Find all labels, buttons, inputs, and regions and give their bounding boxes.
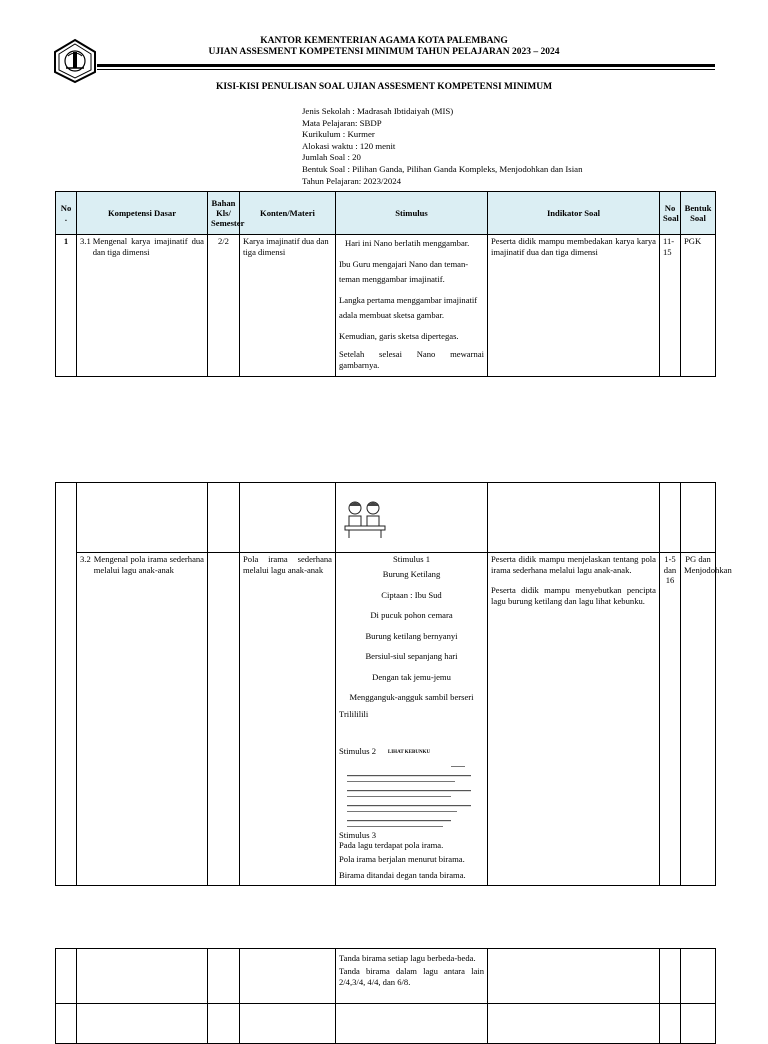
- header-rule-thin: [97, 69, 715, 70]
- song-line: Ciptaan : Ibu Sud: [381, 589, 442, 600]
- indikator-line: Peserta didik mampu menyebutkan pencipta lagu burung ketilang dan lagu lihat kebunku.: [491, 585, 656, 606]
- exam-title: UJIAN ASSESMENT KOMPETENSI MINIMUM TAHUN PELAJARAN 2023 – 2024: [208, 47, 560, 57]
- indikator-cell: [488, 553, 660, 886]
- row-no: 1: [56, 235, 77, 377]
- bentuk-cell: PG dan Menjodohkan: [681, 553, 716, 886]
- stimulus-3-line: Pada lagu terdapat pola irama.: [339, 839, 444, 850]
- grid-table-1: [55, 191, 716, 377]
- col-konten: Konten/Materi: [240, 192, 336, 235]
- info-school-type: Jenis Sekolah : Madrasah Ibtidaiyah (MIS): [302, 106, 454, 116]
- song-line: Bersiul-siul sepanjang hari: [365, 651, 458, 661]
- kd-text: Mengenal karya imajinatif dua dan tiga dimensi: [92, 236, 204, 257]
- stimulus-3-text: [339, 840, 484, 884]
- kd-cell: [77, 235, 208, 377]
- stimulus-line: Hari ini Nano berlatih menggambar.: [345, 238, 470, 248]
- notation-title: LIHAT KEBUNKU: [387, 749, 431, 755]
- kd-number: 3.1: [80, 236, 91, 246]
- bentuk-cell: PGK: [681, 235, 716, 377]
- info-question-types: Bentuk Soal : Pilihan Ganda, Pilihan Ganda Kompleks, Menjodohkan dan Isian: [302, 163, 583, 174]
- stimulus-3-line: Pola irama berjalan menurut birama.: [339, 853, 465, 864]
- konten-cell: Pola irama sederhana melalui lagu anak-anak: [240, 553, 336, 886]
- children-drawing-image: [341, 496, 389, 540]
- song-line: Dengan tak jemu-jemu: [372, 671, 451, 682]
- col-no: No .: [56, 192, 77, 235]
- nosoal-cell: 1-5 dan 16: [660, 553, 681, 886]
- table-row: [56, 553, 716, 886]
- stimulus-line: Setelah selesai Nano mewarnai gambarnya.: [339, 349, 484, 370]
- indikator-cell: Peserta didik mampu membedakan karya karya imajinatif dua dan tiga dimensi: [488, 235, 660, 377]
- song-ending: Trilililili: [339, 708, 369, 719]
- stimulus-cell: [336, 949, 488, 1004]
- col-nosoal: No Soal: [660, 192, 681, 235]
- document-title: KISI-KISI PENULISAN SOAL UJIAN ASSESMENT KOMPETENSI MINIMUM: [215, 82, 553, 92]
- kd-number: 3.2: [80, 554, 91, 564]
- kd-text: Mengenal pola irama sederhana melalui lagu anak-anak: [93, 554, 204, 575]
- stimulus-line: Tanda birama setiap lagu berbeda-beda.: [339, 953, 476, 963]
- info-subject: Mata Pelajaran: SBDP: [302, 117, 382, 128]
- song-line: Mengganguk-angguk sambil berseri: [349, 692, 474, 702]
- stimulus-cell: [336, 553, 488, 886]
- song-line: Burung ketilang bernyanyi: [365, 630, 458, 641]
- stimulus-line: Tanda birama dalam lagu antara lain 2/4,3/4, 4/4, dan 6/8.: [339, 966, 484, 987]
- song-lyrics: [339, 564, 484, 708]
- kd-cell: [77, 553, 208, 886]
- konten-cell: Karya imajinatif dua dan tiga dimensi: [240, 235, 336, 377]
- table-row: [56, 949, 716, 1004]
- stimulus-2-title: Stimulus 2: [339, 745, 377, 756]
- stimulus-line: Ibu Guru mengajari Nano dan teman-teman menggambar imajinatif.: [339, 258, 469, 284]
- stimulus-1-title: Stimulus 1: [392, 554, 430, 564]
- song-line: Di pucuk pohon cemara: [370, 610, 453, 620]
- table-row: [56, 235, 716, 377]
- stimulus-line: Kemudian, garis sketsa dipertegas.: [339, 330, 459, 341]
- info-curriculum: Kurikulum : Kurmer: [302, 129, 375, 140]
- stimulus-3-title: Stimulus 3: [339, 829, 377, 840]
- col-bentuk: Bentuk Soal: [681, 192, 716, 235]
- office-title: KANTOR KEMENTERIAN AGAMA KOTA PALEMBANG: [260, 36, 508, 46]
- table-row: [56, 1004, 716, 1044]
- stimulus-cell: [336, 235, 488, 377]
- col-kd: Kompetensi Dasar: [77, 192, 208, 235]
- grid-table-3: [55, 948, 716, 1044]
- table-row: [56, 483, 716, 553]
- school-info: [302, 106, 582, 187]
- col-stimulus: Stimulus: [336, 192, 488, 235]
- stimulus-line: Langka pertama menggambar imajinatif adala membuat sketsa gambar.: [339, 294, 478, 320]
- col-indikator: Indikator Soal: [488, 192, 660, 235]
- bahan-cell: 2/2: [208, 235, 240, 377]
- info-time: Alokasi waktu : 120 menit: [302, 140, 396, 151]
- info-year: Tahun Pelajaran: 2023/2024: [302, 175, 402, 186]
- illustration-cell: [336, 483, 488, 553]
- grid-table-2: [55, 482, 732, 886]
- col-bahan: Bahan Kls/ Semester: [208, 192, 240, 235]
- stimulus-3-line: Birama ditandai degan tanda birama.: [339, 870, 466, 880]
- header-rule: [97, 64, 715, 67]
- info-question-count: Jumlah Soal : 20: [302, 152, 361, 163]
- nosoal-cell: 11-15: [660, 235, 681, 377]
- indikator-line: Peserta didik mampu menjelaskan tentang pola irama sederhana melalui lagu anak-anak.: [491, 554, 656, 575]
- song-line: Burung Ketilang: [382, 569, 441, 579]
- song-notation-image: [339, 750, 479, 830]
